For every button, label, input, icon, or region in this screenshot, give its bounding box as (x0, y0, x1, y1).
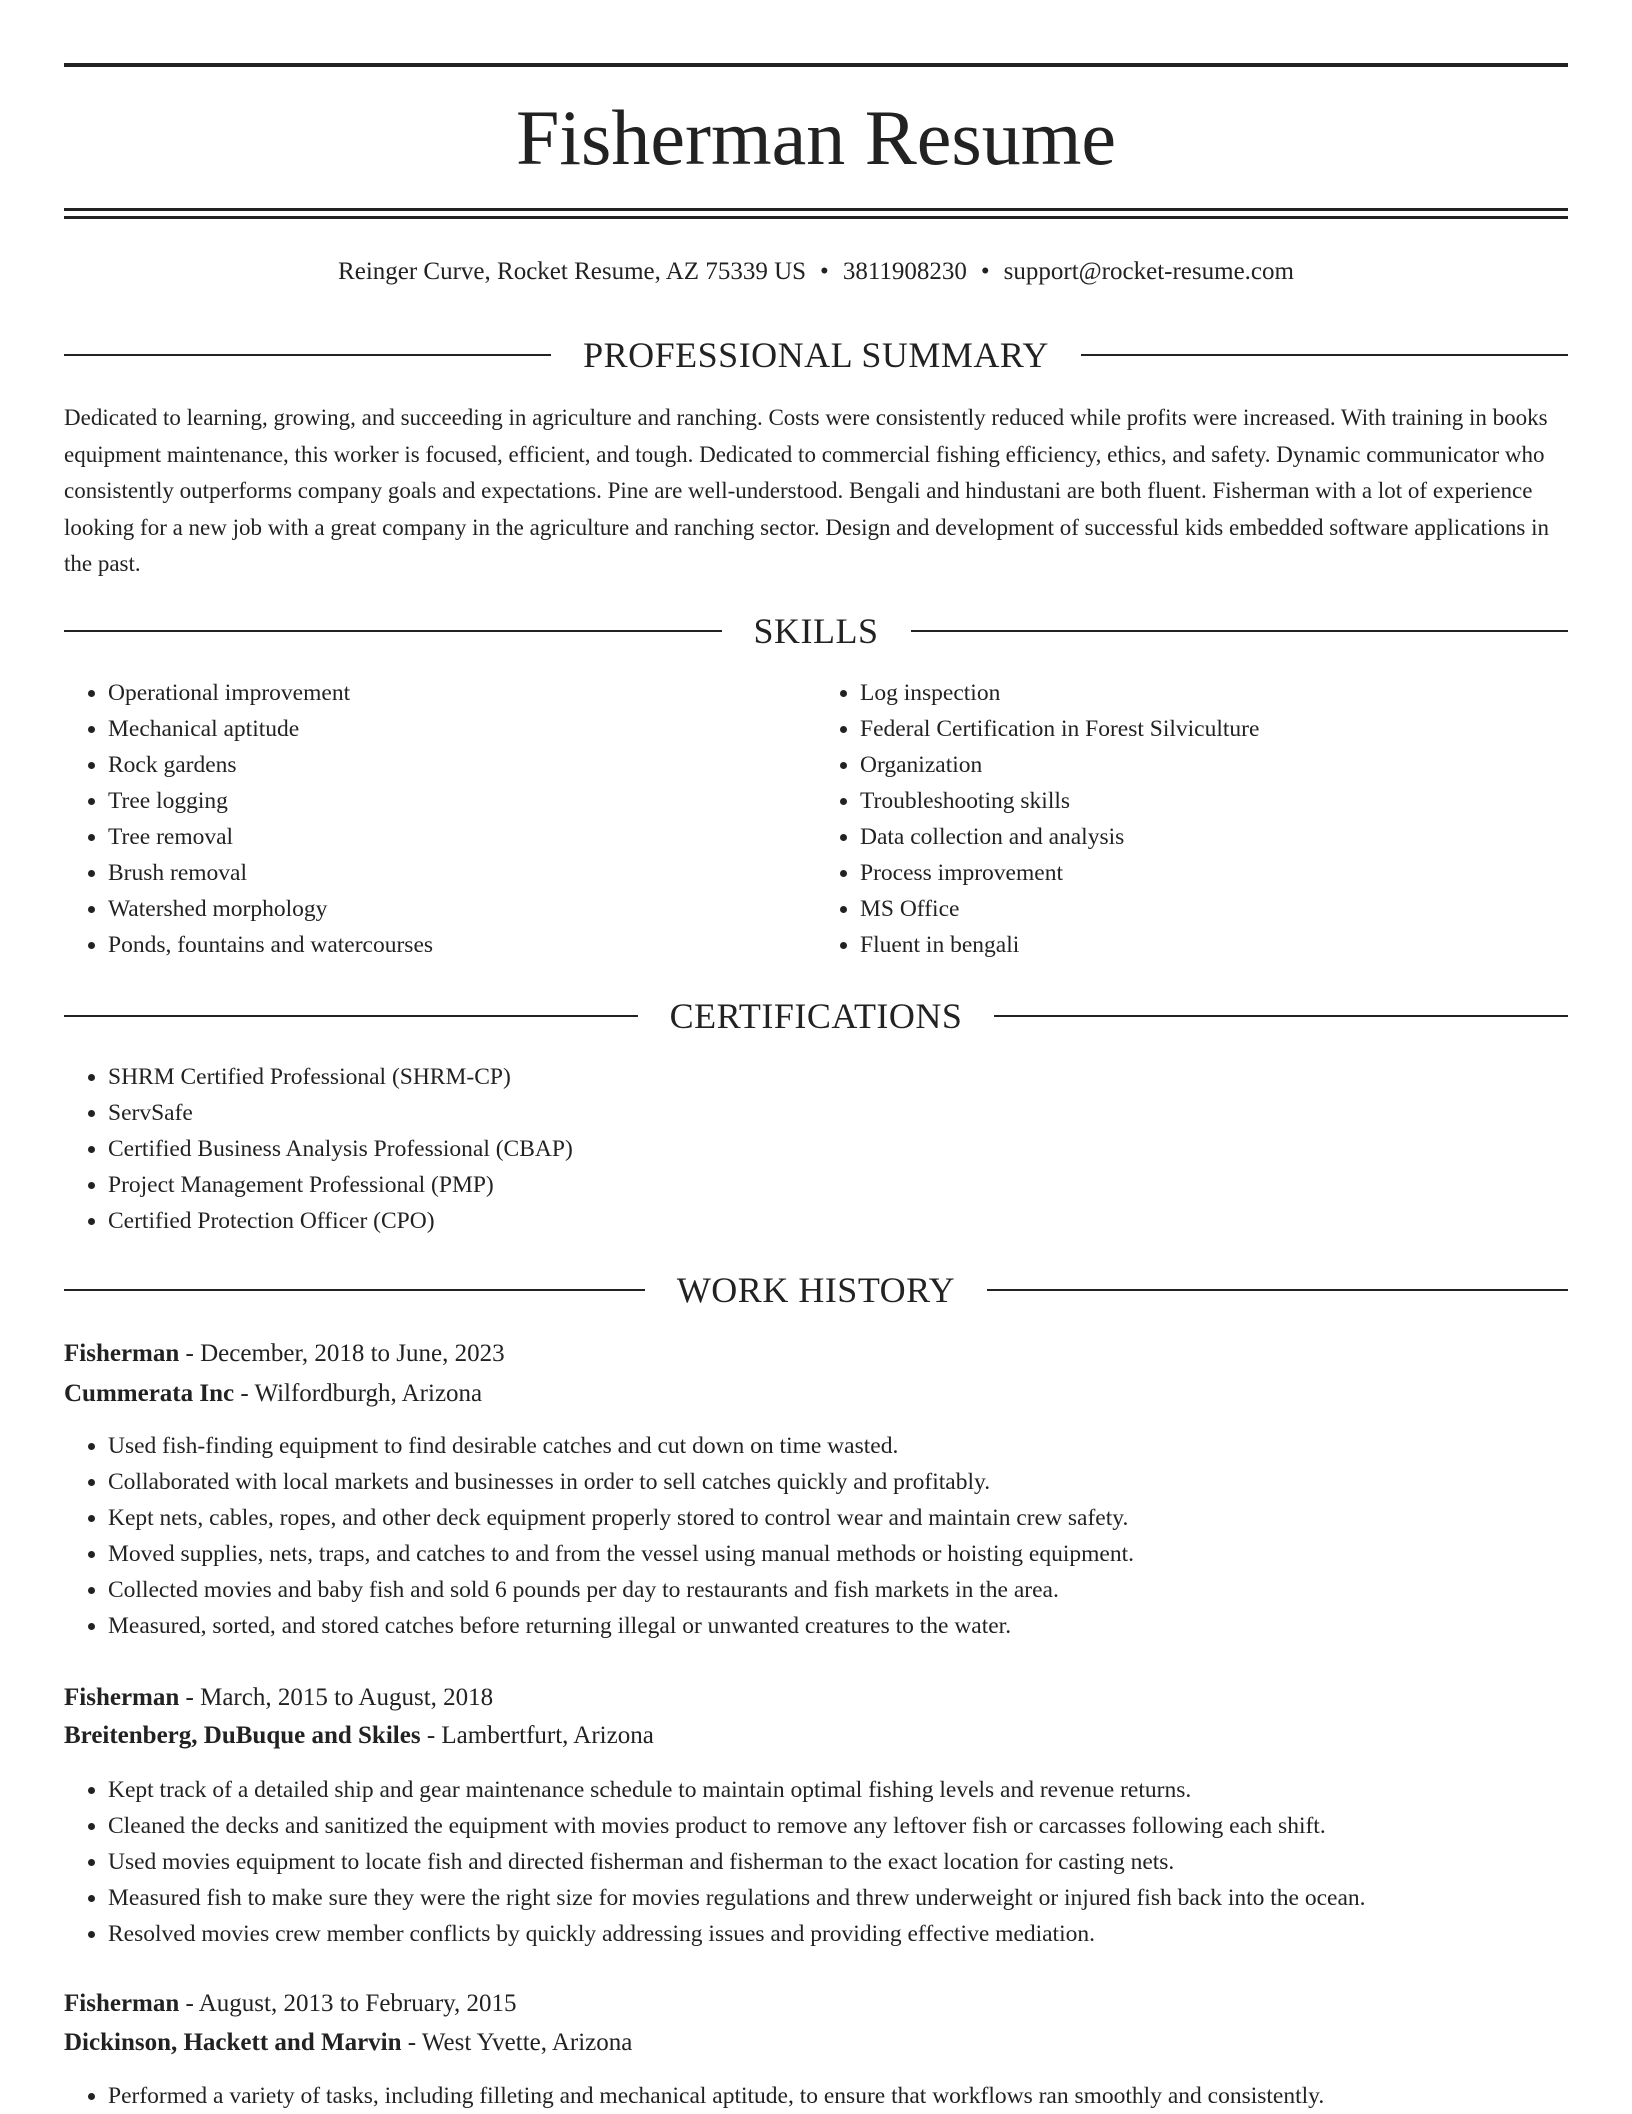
contact-address: Reinger Curve, Rocket Resume, AZ 75339 US (338, 258, 807, 285)
job-bullets (64, 1772, 1568, 1952)
skill-item: • Tree logging (108, 783, 816, 819)
job-bullet: • Cleaned the decks and sanitized the equipment with movies product to remove any leftover fish or carcasses following each shift. (108, 1808, 1568, 1844)
skill-item: • Process improvement (860, 855, 1568, 891)
job-bullet: • Kept nets, cables, ropes, and other deck equipment properly stored to control wear and maintain crew safety. (108, 1500, 1568, 1536)
skill-item: • Brush removal (108, 855, 816, 891)
section-heading-work-history (64, 1266, 1568, 1314)
job-bullet: • Collected movies and baby fish and sold 6 pounds per day to restaurants and fish markets in the area. (108, 1572, 1568, 1608)
skill-item: • Data collection and analysis (860, 819, 1568, 855)
certification-item: • ServSafe (108, 1095, 1568, 1131)
certification-item: • SHRM Certified Professional (SHRM-CP) (108, 1059, 1568, 1095)
section-title: CERTIFICATIONS (669, 996, 963, 1036)
skill-item: • Rock gardens (108, 747, 816, 783)
job-bullets (64, 2078, 1568, 2114)
job-dates: August, 2013 to February, 2015 (198, 1990, 517, 2017)
certification-item: • Certified Protection Officer (CPO) (108, 1203, 1568, 1239)
job-role: Fisherman (64, 1990, 180, 2017)
resume-title: Fisherman Resume (515, 94, 1117, 181)
skill-item: • Operational improvement (108, 675, 816, 711)
job-location: Wilfordburgh, Arizona (254, 1380, 483, 1407)
section-title: PROFESSIONAL SUMMARY (583, 335, 1049, 375)
skill-item: • Mechanical aptitude (108, 711, 816, 747)
heading-rule (987, 1289, 1568, 1291)
section-title: WORK HISTORY (676, 1270, 956, 1310)
skill-item: • MS Office (860, 891, 1568, 927)
skill-item: • Fluent in bengali (860, 927, 1568, 963)
contact-separator: • (980, 258, 990, 285)
job-title-line: Fisherman - March, 2015 to August, 2018 (64, 1684, 494, 1711)
contact-line (64, 252, 1568, 292)
skill-item: • Troubleshooting skills (860, 783, 1568, 819)
skills-column-left (64, 675, 816, 963)
section-heading-skills (64, 607, 1568, 655)
skill-item: • Ponds, fountains and watercourses (108, 927, 816, 963)
job-bullet: • Measured fish to make sure they were the right size for movies regulations and threw underweight or injured fish back into the ocean. (108, 1880, 1568, 1916)
skill-item: • Federal Certification in Forest Silviculture (860, 711, 1568, 747)
contact-separator: • (820, 258, 829, 285)
job-title-line: Fisherman - December, 2018 to June, 2023 (64, 1340, 505, 1367)
skill-item: • Tree removal (108, 819, 816, 855)
section-title: SKILLS (753, 611, 879, 651)
job-role: Fisherman (64, 1684, 180, 1711)
job-company: Dickinson, Hackett and Marvin (64, 2029, 402, 2056)
heading-rule (1081, 354, 1568, 356)
job-bullets (64, 1428, 1568, 1644)
heading-rule (911, 630, 1569, 632)
skills-column-right (816, 675, 1568, 963)
heading-rule (64, 1289, 645, 1291)
title-rule-lower (64, 216, 1568, 219)
job-bullet: • Resolved movies crew member conflicts by quickly addressing issues and providing effective mediation. (108, 1916, 1568, 1952)
certification-item: • Project Management Professional (PMP) (108, 1167, 1568, 1203)
skills-columns (64, 675, 1568, 963)
heading-rule (994, 1015, 1568, 1017)
skill-item: • Log inspection (860, 675, 1568, 711)
job-company-line: Cummerata Inc - Wilfordburgh, Arizona (64, 1380, 483, 1407)
job-company: Breitenberg, DuBuque and Skiles (64, 1722, 421, 1749)
job-bullet: • Used movies equipment to locate fish and directed fisherman and fisherman to the exact location for casting nets. (108, 1844, 1568, 1880)
heading-rule (64, 630, 722, 632)
heading-rule (64, 1015, 638, 1017)
job-dates: March, 2015 to August, 2018 (200, 1684, 494, 1711)
skill-item: • Organization (860, 747, 1568, 783)
job-bullet: • Measured, sorted, and stored catches before returning illegal or unwanted creatures to the water. (108, 1608, 1568, 1644)
job-company-line: Dickinson, Hackett and Marvin - West Yvette, Arizona (64, 2029, 633, 2056)
job-company-line: Breitenberg, DuBuque and Skiles - Lambertfurt, Arizona (64, 1722, 654, 1749)
job-dates: December, 2018 to June, 2023 (200, 1340, 505, 1367)
job-bullet: • Performed a variety of tasks, including filleting and mechanical aptitude, to ensure that workflows ran smoothly and consistently. (108, 2078, 1568, 2114)
contact-phone: 3811908230 (842, 258, 967, 285)
job-bullet: • Collaborated with local markets and businesses in order to sell catches quickly and profitably. (108, 1464, 1568, 1500)
certifications-list (64, 1059, 1568, 1239)
job-bullet: • Used fish-finding equipment to find desirable catches and cut down on time wasted. (108, 1428, 1568, 1464)
job-bullet: • Moved supplies, nets, traps, and catches to and from the vessel using manual methods or hoisting equipment. (108, 1536, 1568, 1572)
skill-item: • Watershed morphology (108, 891, 816, 927)
contact-email: support@rocket-resume.com (1003, 258, 1294, 285)
job-title-line: Fisherman - August, 2013 to February, 2015 (64, 1990, 517, 2017)
section-heading-certifications (64, 992, 1568, 1040)
certification-item: • Certified Business Analysis Professional (CBAP) (108, 1131, 1568, 1167)
title-rule-upper (64, 208, 1568, 211)
job-location: West Yvette, Arizona (421, 2029, 633, 2056)
job-company: Cummerata Inc (64, 1380, 235, 1407)
heading-rule (64, 354, 551, 356)
top-rule (64, 63, 1568, 67)
summary-text: Dedicated to learning, growing, and succeeding in agriculture and ranching. Costs were consistently reduced while profits were increased. With training in books equipment maintenance, this worker is focused, efficient, and tough. Dedicated to commercial fishing efficiency, ethics, and safety. Dynamic communicator who consistently outperforms company goals and expectations. Pine are well-understood. Bengali and hindustani are both fluent. Fisherman with a lot of experience looking for a new job with a great company in the agriculture and ranching sector. Design and development of successful kids embedded software applications in the past. (64, 405, 1549, 576)
job-role: Fisherman (64, 1340, 180, 1367)
job-bullet: • Kept track of a detailed ship and gear maintenance schedule to maintain optimal fishing levels and revenue returns. (108, 1772, 1568, 1808)
section-heading-summary (64, 331, 1568, 379)
job-location: Lambertfurt, Arizona (441, 1722, 654, 1749)
